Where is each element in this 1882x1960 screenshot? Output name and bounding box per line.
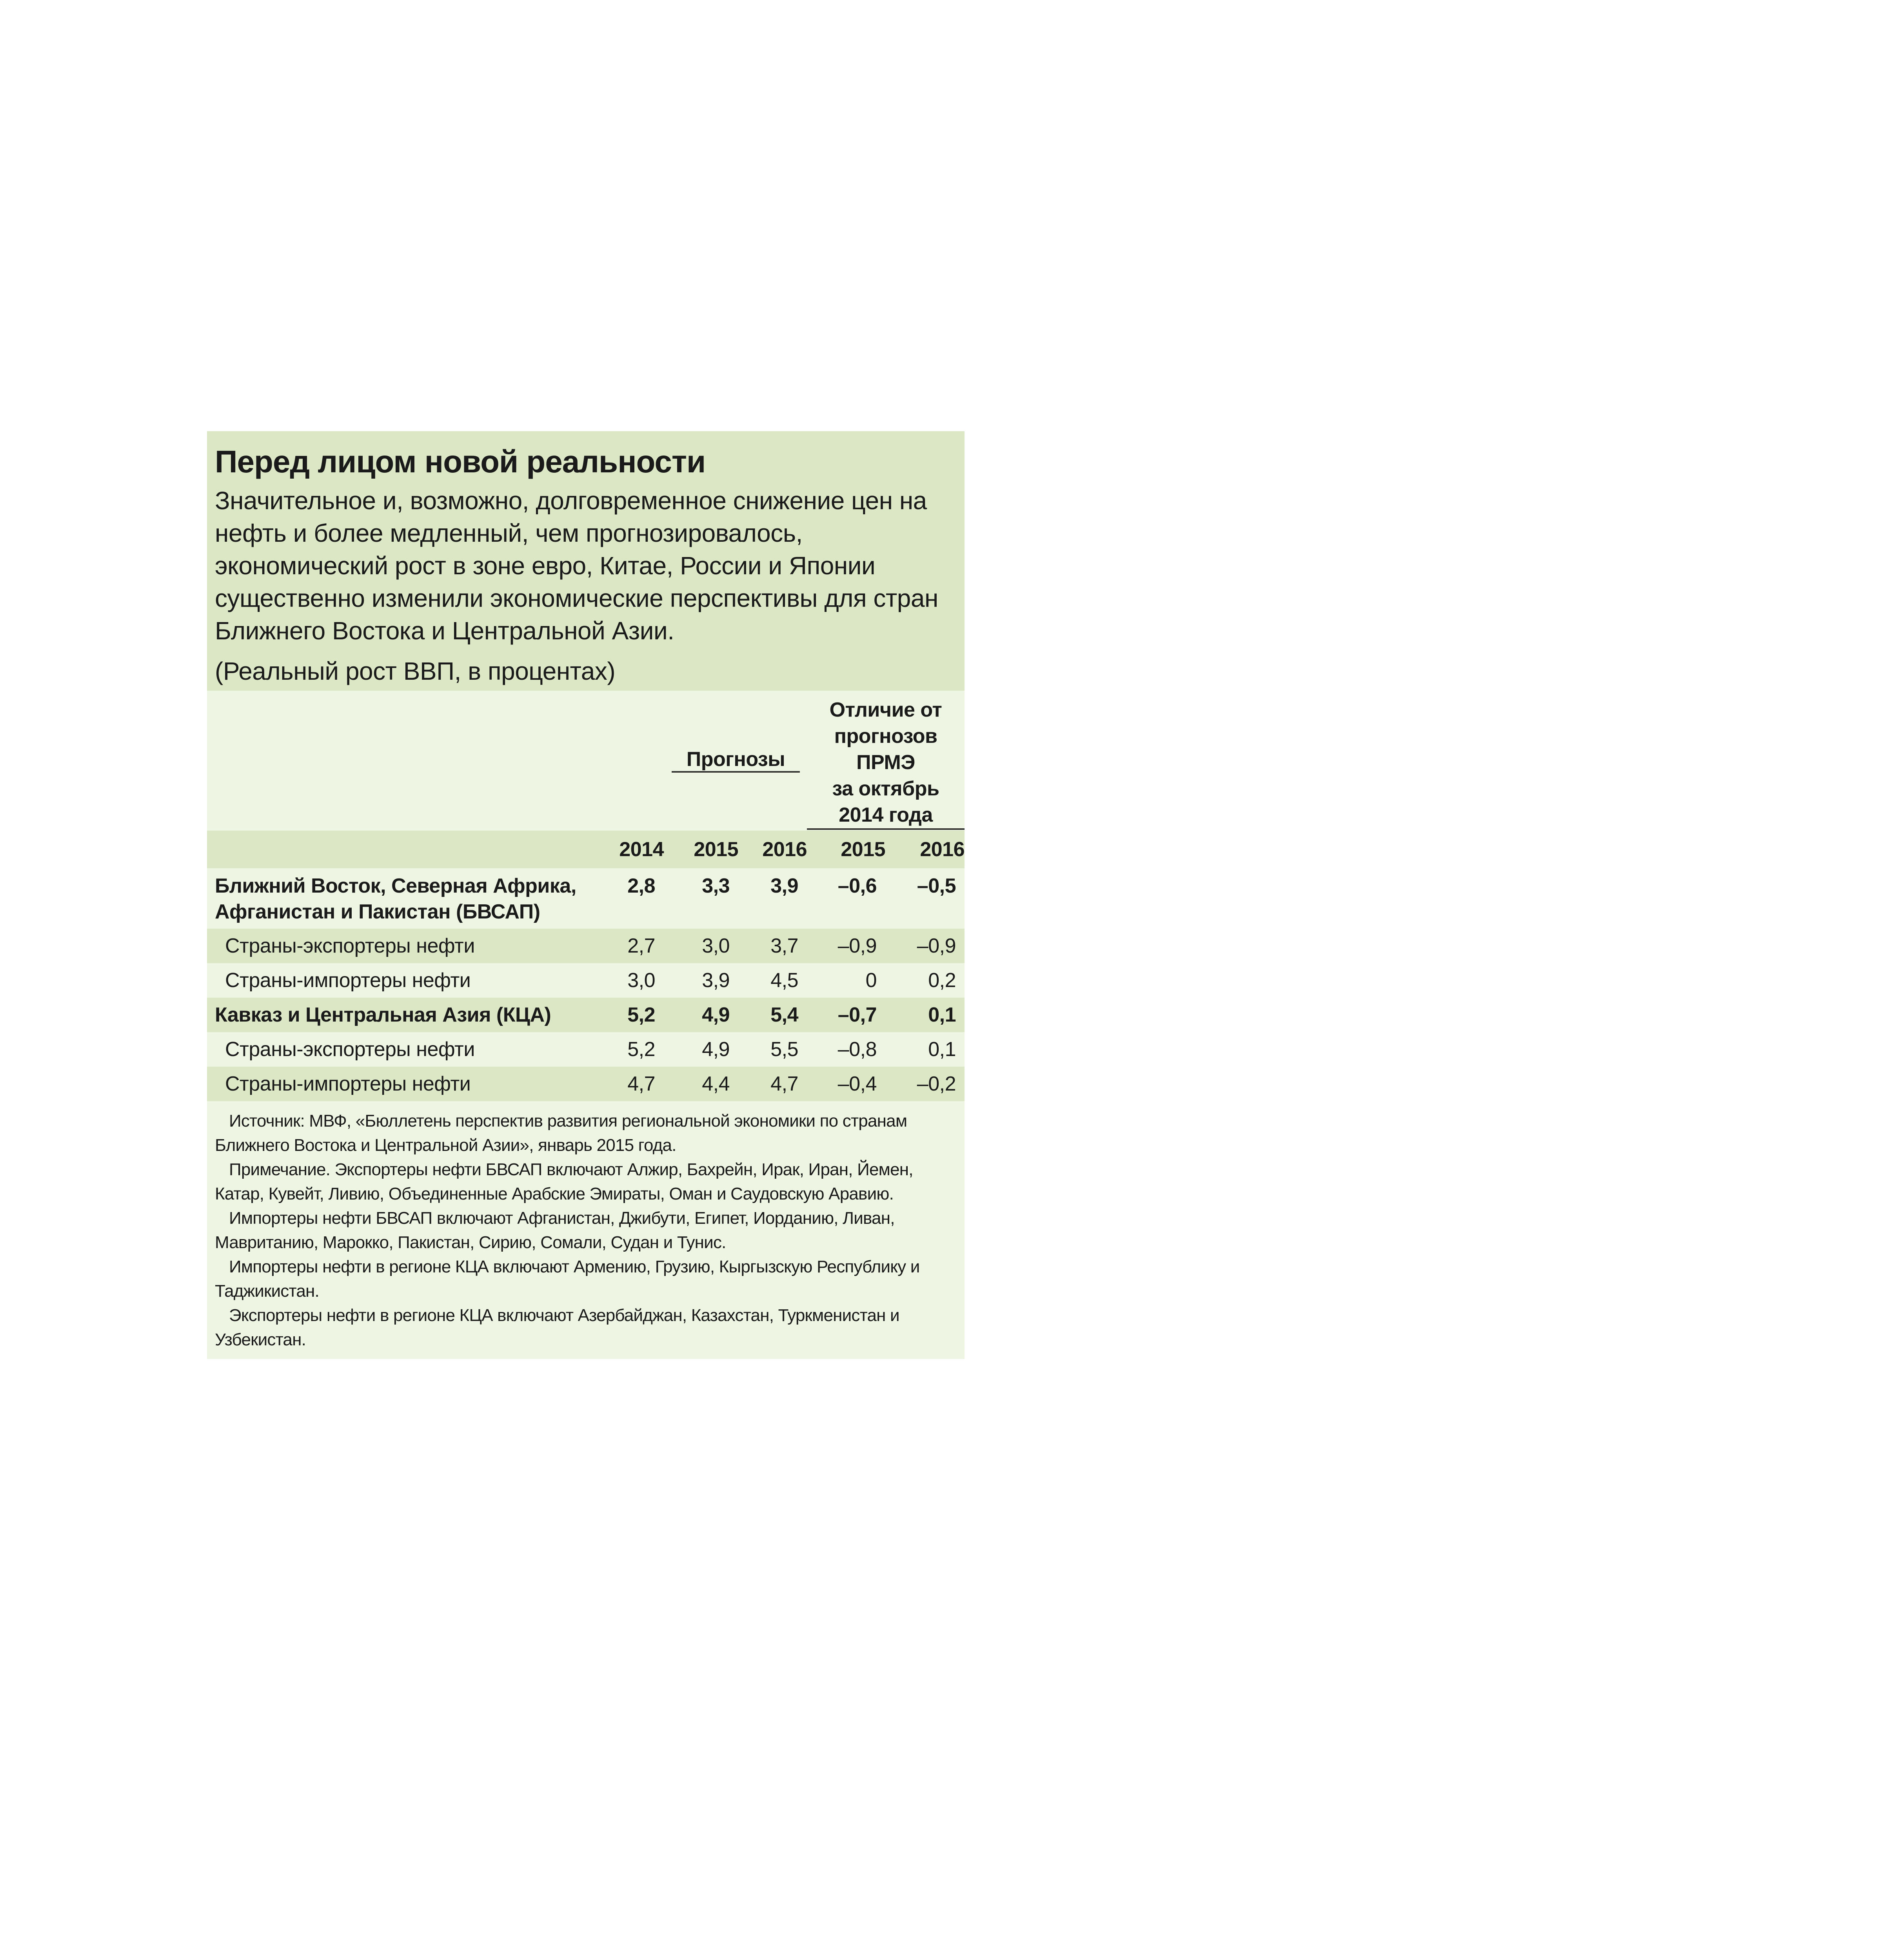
footnote: Импортеры нефти БВСАП включают Афганистан, Джибути, Египет, Иорданию, Ливан, Мавританию, Марокко, Пакистан, Сирию, Сомали, Судан и Тунис. — [215, 1209, 895, 1252]
year-header: 2016 — [738, 831, 807, 868]
gdp-growth-table-box — [207, 431, 965, 1359]
source-note: Источник: МВФ, «Бюллетень перспектив развития региональной экономики по странам Ближнего Востока и Центральной Азии», январь 2015 года. — [215, 1111, 907, 1155]
table-subtitle: Значительное и, возможно, долговременное снижение цен на нефть и более медленный, чем прогнозировалось, экономический рост в зоне евро, Китае, России и Японии существенно изменили экономические перспективы для стран Ближнего Востока и Центральной Азии. — [215, 486, 938, 645]
row-label: Кавказ и Центральная Азия (КЦА) — [207, 998, 591, 1032]
cell-value: 4,4 — [664, 1067, 738, 1101]
table-row — [207, 868, 965, 929]
years-header-row — [207, 831, 965, 868]
cell-value: 5,5 — [738, 1032, 807, 1067]
year-header: 2014 — [591, 831, 664, 868]
cell-value: 3,7 — [738, 929, 807, 963]
table-row — [207, 929, 965, 963]
diff-group-header — [807, 691, 965, 831]
year-header: 2015 — [807, 831, 885, 868]
cell-value: 3,9 — [664, 963, 738, 998]
year-header: 2015 — [664, 831, 738, 868]
table-units: (Реальный рост ВВП, в процентах) — [215, 657, 616, 685]
cell-value: 4,9 — [664, 1032, 738, 1067]
table-row — [207, 963, 965, 998]
cell-value: 3,0 — [664, 929, 738, 963]
gdp-growth-table — [207, 691, 965, 1101]
diff-group-line: прогнозов ПРМЭ — [834, 725, 937, 774]
cell-value: 4,5 — [738, 963, 807, 998]
cell-value: 0 — [807, 963, 885, 998]
cell-value: –0,5 — [885, 868, 965, 929]
cell-value: –0,6 — [807, 868, 885, 929]
header-blank — [207, 691, 591, 831]
cell-value: –0,4 — [807, 1067, 885, 1101]
cell-value: 5,4 — [738, 998, 807, 1032]
table-title: Перед лицом новой реальности — [215, 444, 706, 479]
cell-value: 5,2 — [591, 1032, 664, 1067]
table-header-panel — [207, 431, 965, 691]
footnote: Импортеры нефти в регионе КЦА включают Армению, Грузию, Кыргызскую Республику и Таджикистан. — [215, 1257, 920, 1301]
cell-value: 3,3 — [664, 868, 738, 929]
forecast-group-header — [664, 691, 807, 831]
diff-group-line: Отличие от — [829, 699, 942, 721]
cell-value: 4,7 — [591, 1067, 664, 1101]
forecast-group-label: Прогнозы — [672, 748, 800, 773]
cell-value: 3,9 — [738, 868, 807, 929]
footnote: Примечание. Экспортеры нефти БВСАП включают Алжир, Бахрейн, Ирак, Иран, Йемен, Катар, Кувейт, Ливию, Объединенные Арабские Эмираты, Оман и Саудовскую Аравию. — [215, 1160, 913, 1203]
cell-value: 4,7 — [738, 1067, 807, 1101]
row-label-line: Ближний Восток, Северная Африка, — [215, 875, 576, 897]
row-label: Страны-экспортеры нефти — [207, 929, 591, 963]
cell-value: 0,1 — [885, 998, 965, 1032]
cell-value: 0,1 — [885, 1032, 965, 1067]
table-row — [207, 998, 965, 1032]
diff-group-label — [807, 697, 965, 830]
diff-group-line: 2014 года — [839, 804, 933, 826]
group-header-row — [207, 691, 965, 831]
cell-value: –0,9 — [807, 929, 885, 963]
cell-value: –0,9 — [885, 929, 965, 963]
cell-value: 2,7 — [591, 929, 664, 963]
cell-value: 0,2 — [885, 963, 965, 998]
row-label-line: Афганистан и Пакистан (БВСАП) — [215, 900, 540, 923]
cell-value: 2,8 — [591, 868, 664, 929]
table-row — [207, 1067, 965, 1101]
cell-value: –0,8 — [807, 1032, 885, 1067]
row-label: Страны-импортеры нефти — [207, 1067, 591, 1101]
cell-value: –0,7 — [807, 998, 885, 1032]
table-row — [207, 1032, 965, 1067]
footnote: Экспортеры нефти в регионе КЦА включают Азербайджан, Казахстан, Туркменистан и Узбекистан. — [215, 1306, 899, 1349]
row-label — [207, 868, 591, 929]
cell-value: 4,9 — [664, 998, 738, 1032]
header-blank — [591, 691, 664, 831]
table-notes — [207, 1101, 965, 1359]
row-label: Страны-импортеры нефти — [207, 963, 591, 998]
row-label: Страны-экспортеры нефти — [207, 1032, 591, 1067]
year-header: 2016 — [885, 831, 965, 868]
cell-value: 5,2 — [591, 998, 664, 1032]
header-blank — [207, 831, 591, 868]
cell-value: 3,0 — [591, 963, 664, 998]
diff-group-line: за октябрь — [832, 777, 939, 800]
cell-value: –0,2 — [885, 1067, 965, 1101]
